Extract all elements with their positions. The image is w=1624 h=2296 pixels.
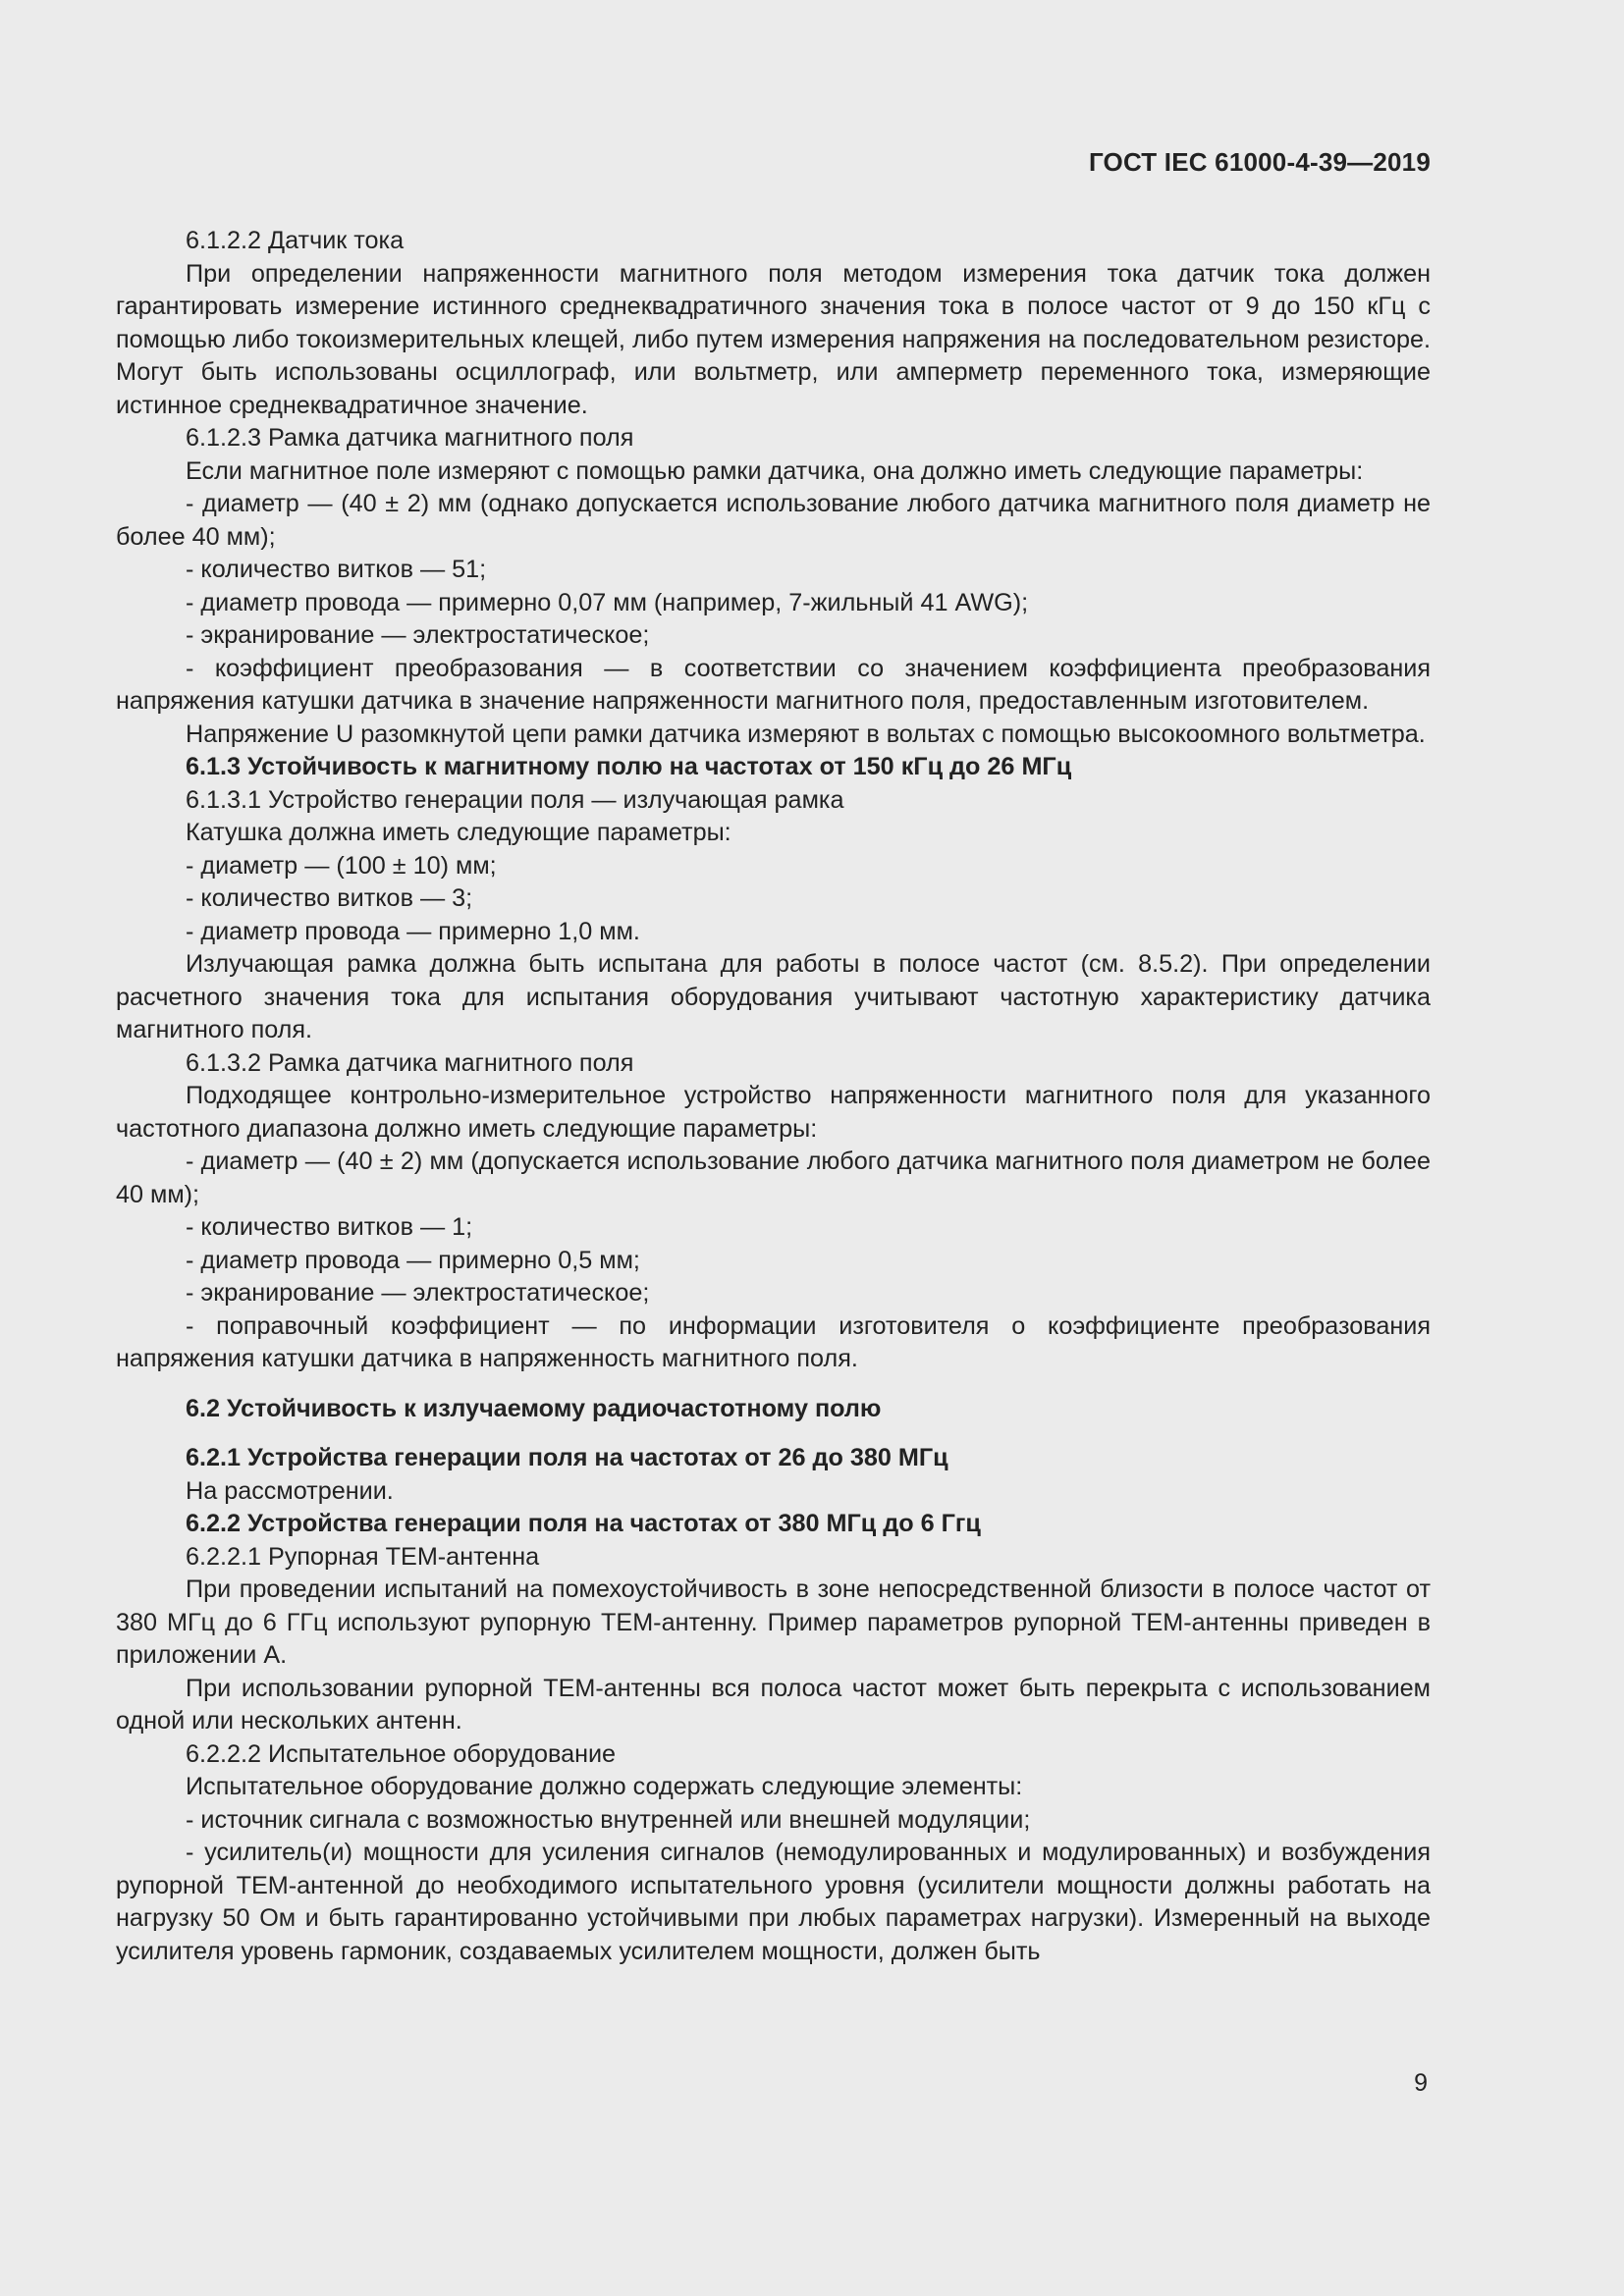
- document-header: ГОСТ IEC 61000-4-39—2019: [1088, 147, 1431, 177]
- paragraph: 6.1.3.1 Устройство генерации поля — излучающая рамка: [186, 785, 844, 814]
- paragraph: - количество витков — 51;: [186, 556, 487, 583]
- paragraph: - усилитель(и) мощности для усиления сигналов (немодулированных и модулированных) и возбуждения рупорной ТЕМ-антенной до необходимого испытательного уровня (усилители мощности должны работать на нагрузку 50 Ом и быть гарантированно устойчивыми при любых параметрах нагрузки). Измеренный на выходе усилителя уровень гармоник, создаваемых усилителем мощности, должен быть: [116, 1839, 1431, 1965]
- paragraph: Подходящее контрольно-измерительное устройство напряженности магнитного поля для указанного частотного диапазона должно иметь следующие параметры:: [116, 1082, 1431, 1143]
- paragraph: - диаметр — (40 ± 2) мм (допускается использование любого датчика магнитного поля диаметром не более 40 мм);: [116, 1148, 1431, 1208]
- paragraph: Напряжение U разомкнутой цепи рамки датчика измеряют в вольтах с помощью высокоомного вольтметра.: [186, 720, 1426, 748]
- paragraph: Если магнитное поле измеряют с помощью рамки датчика, она должно иметь следующие параметры:: [186, 456, 1364, 485]
- paragraph: - коэффициент преобразования — в соответствии со значением коэффициента преобразования напряжения катушки датчика в значение напряженности магнитного поля, предоставленным изготовителем.: [116, 654, 1431, 715]
- paragraph: Катушка должна иметь следующие параметры:: [186, 819, 731, 846]
- paragraph: 6.1.2.2 Датчик тока: [186, 227, 405, 254]
- paragraph: - диаметр — (40 ± 2) мм (однако допускается использование любого датчика магнитного поля диаметр не более 40 мм);: [116, 490, 1431, 551]
- paragraph: На рассмотрении.: [186, 1476, 394, 1505]
- paragraph: 6.1.3.2 Рамка датчика магнитного поля: [186, 1048, 634, 1077]
- paragraph: При определении напряженности магнитного поля методом измерения тока датчик тока должен гарантировать измерение истинного среднеквадратичного значения тока в полосе частот от 9 до 150 кГц с помощью либо токоизмерительных клещей, либо путем измерения напряжения на последовательном резисторе. Могут быть использованы осциллограф, или вольтметр, или амперметр переменного тока, измеряющие истинное среднеквадратичное значение.: [116, 259, 1431, 419]
- section-heading: 6.2.1 Устройства генерации поля на частотах от 26 до 380 МГц: [186, 1444, 948, 1471]
- paragraph: - диаметр провода — примерно 0,07 мм (например, 7-жильный 41 AWG);: [186, 588, 1029, 616]
- paragraph: При использовании рупорной ТЕМ-антенны вся полоса частот может быть перекрыта с использованием одной или нескольких антенн.: [116, 1674, 1431, 1735]
- paragraph: - поправочный коэффициент — по информации изготовителя о коэффициенте преобразования напряжения катушки датчика в напряженность магнитного поля.: [116, 1311, 1431, 1372]
- document-body: [116, 225, 1431, 1968]
- paragraph: - экранирование — электростатическое;: [186, 1279, 650, 1307]
- section-heading: 6.2.2 Устройства генерации поля на частотах от 380 МГц до 6 Ггц: [186, 1510, 981, 1537]
- paragraph: - диаметр — (100 ± 10) мм;: [186, 851, 497, 880]
- page-number: 9: [1414, 2069, 1428, 2097]
- paragraph: - диаметр провода — примерно 0,5 мм;: [186, 1246, 640, 1274]
- paragraph: 6.2.2.1 Рупорная ТЕМ-антенна: [186, 1542, 540, 1571]
- paragraph: При проведении испытаний на помехоустойчивость в зоне непосредственной близости в полосе частот от 380 МГц до 6 ГГц используют рупорную ТЕМ-антенну. Пример параметров рупорной ТЕМ-антенны приведен в приложении А.: [116, 1575, 1431, 1669]
- paragraph: - количество витков — 3;: [186, 884, 473, 912]
- paragraph: Излучающая рамка должна быть испытана для работы в полосе частот (см. 8.5.2). При определении расчетного значения тока для испытания оборудования учитывают частотную характеристику датчика магнитного поля.: [116, 950, 1431, 1043]
- paragraph: - количество витков — 1;: [186, 1213, 473, 1241]
- paragraph: - экранирование — электростатическое;: [186, 621, 650, 649]
- paragraph: - источник сигнала с возможностью внутренней или внешней модуляции;: [186, 1805, 1031, 1834]
- paragraph: 6.2.2.2 Испытательное оборудование: [186, 1739, 617, 1768]
- paragraph: - диаметр провода — примерно 1,0 мм.: [186, 917, 640, 945]
- section-heading: 6.1.3 Устойчивость к магнитному полю на частотах от 150 кГц до 26 МГц: [186, 753, 1072, 780]
- paragraph: 6.1.2.3 Рамка датчика магнитного поля: [186, 424, 634, 452]
- paragraph: Испытательное оборудование должно содержать следующие элементы:: [186, 1773, 1023, 1800]
- section-heading: 6.2 Устойчивость к излучаемому радиочастотному полю: [186, 1394, 882, 1422]
